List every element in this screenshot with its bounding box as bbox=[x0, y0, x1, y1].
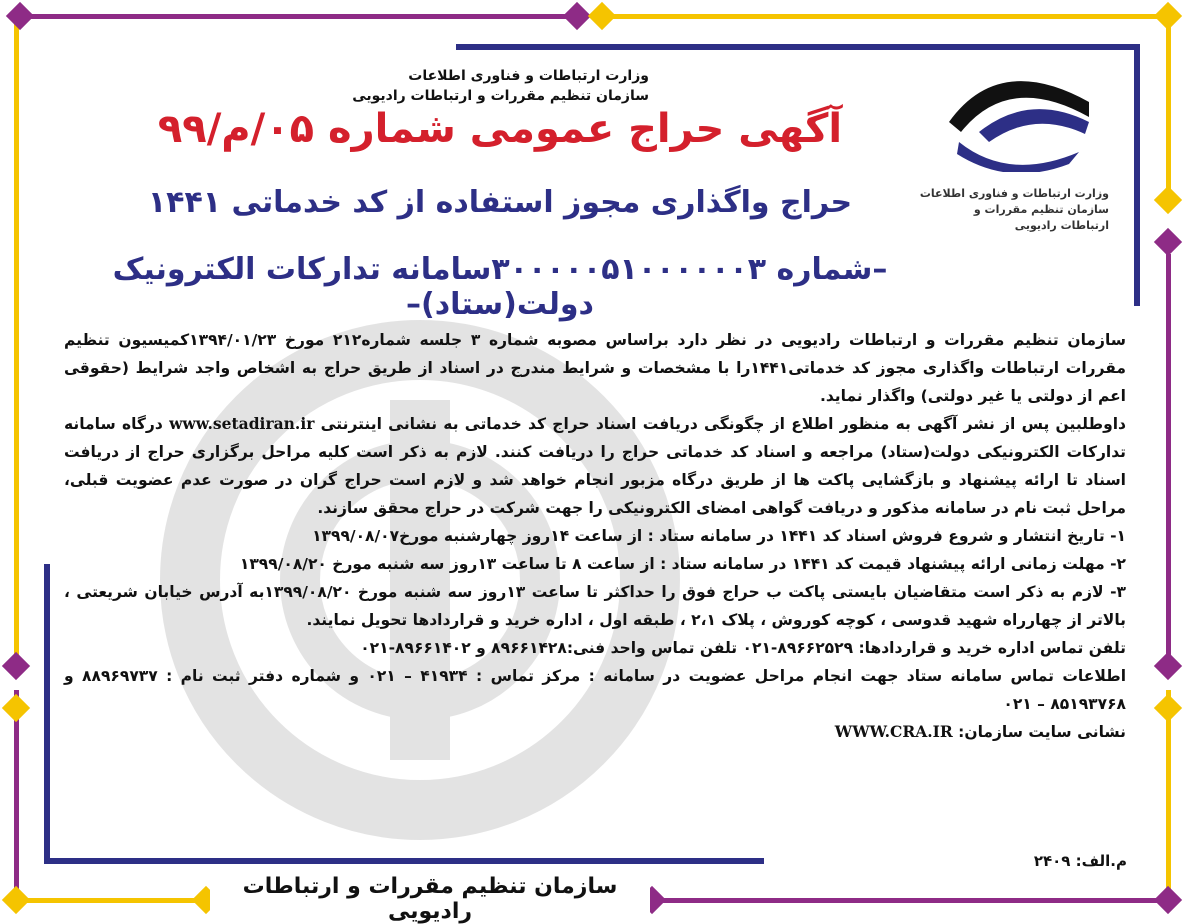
ministry-header bbox=[229, 66, 649, 106]
frame-right-top bbox=[1166, 14, 1171, 204]
corner-diamond-bottom-left bbox=[2, 886, 30, 914]
schedule-item-2: ۲- مهلت زمانی ارائه پیشنهاد قیمت کد ۱۴۴۱ در سامانه ستاد : از ساعت ۸ تا ساعت ۱۳روز سه شنبه مورخ ۱۳۹۹/۰۸/۲۰ bbox=[239, 555, 1126, 573]
cra-website-link[interactable]: WWW.CRA.IR bbox=[834, 722, 953, 741]
setad-website-link[interactable]: www.setadiran.ir bbox=[169, 414, 315, 433]
reference-number: م.الف: ۲۴۰۹ bbox=[1033, 852, 1127, 870]
cra-logo-icon bbox=[939, 62, 1099, 172]
logo-caption-line: ارتباطات رادیویی bbox=[1014, 219, 1109, 232]
logo-caption-line: وزارت ارتباطات و فناوری اطلاعات bbox=[919, 187, 1109, 200]
organization-name: سازمان تنظیم مقررات و ارتباطات رادیویی bbox=[352, 88, 649, 104]
diamond-left-yellow bbox=[2, 694, 30, 722]
diamond-left-purple bbox=[2, 652, 30, 680]
inner-frame-right bbox=[1134, 44, 1140, 306]
auction-headline: آگهی حراج عمومی شماره ۰۵/م/۹۹ bbox=[157, 106, 843, 152]
diamond-right-yellow-lower bbox=[1154, 694, 1182, 722]
frame-bottom-left bbox=[16, 898, 206, 903]
inner-frame-bottom bbox=[44, 858, 764, 864]
paragraph-instructions-start: داوطلبین پس از نشر آگهی به منظور اطلاع از چگونگی دریافت اسناد حراج کد خدماتی به نشانی اینترنتی bbox=[314, 415, 1126, 433]
contact-phones: تلفن تماس اداره خرید و قراردادها: ۸۹۶۶۲۵۲۹-۰۲۱ تلفن تماس واحد فنی:۸۹۶۶۱۴۲۸ و ۸۹۶۶۱۴۰۲-۰۲۱ bbox=[360, 639, 1126, 657]
inner-frame-top bbox=[456, 44, 1140, 50]
footer-organization-name: سازمان تنظیم مقررات و ارتباطات رادیویی bbox=[210, 874, 650, 924]
frame-right-middle bbox=[1166, 254, 1171, 664]
organization-website bbox=[64, 718, 1126, 746]
auction-subheadline: حراج واگذاری مجوز استفاده از کد خدماتی ۱۴۴۱ bbox=[147, 185, 853, 220]
logo-caption-line: سازمان تنظیم مقررات و bbox=[973, 203, 1109, 216]
setad-contact-info: اطلاعات تماس سامانه ستاد جهت انجام مراحل عضویت در سامانه : مرکز تماس : ۴۱۹۳۴ – ۰۲۱ و شماره دفتر ثبت نام : ۸۸۹۶۹۷۳۷ و ۸۵۱۹۳۷۶۸ – ۰۲۱ bbox=[64, 667, 1127, 713]
paragraph-instructions-end: درگاه سامانه تدارکات الکترونیکی دولت(ستاد) مراجعه و اسناد کد خدماتی حراج را دریافت کنند. لازم به ذکر است کلیه مراحل برگزاری حراج از دریافت اسناد تا ارائه پیشنهاد و بازگشایی پاکت ها از طریق درگاه مزبور انجام خواهد شد و لازم است حراج گران در صورت عدم عضویت قبلی، مراحل ثبت نام در سامانه مذکور و دریافت گواهی امضای الکترونیکی را جهت شرکت در حراج محقق سازند. bbox=[64, 415, 1126, 517]
paragraph-instructions bbox=[64, 410, 1126, 522]
schedule-item-3: ۳- لازم به ذکر است متقاضیان بایستی پاکت ب حراج فوق را حداکثر تا ساعت ۱۳روز سه شنبه مورخ ۱۳۹۹/۰۸/۲۰به آدرس خیابان شریعتی ، بالاتر از چهارراه شهید قدوسی ، کوچه کوروش ، پلاک ۲،۱ ، طبقه اول ، اداره خرید و قراردادها تحویل نمایند. bbox=[64, 583, 1126, 629]
diamond-right-yellow bbox=[1154, 186, 1182, 214]
paragraph-intro: سازمان تنظیم مقررات و ارتباطات رادیویی در نظر دارد براساس مصوبه شماره ۳ جلسه شماره۲۱۲ مورخ ۱۳۹۴/۰۱/۲۳کمیسیون تنظیم مقررات ارتباطات واگذاری مجوز کد خدماتی۱۴۴۱را با مشخصات و شرایط مندرج در اسناد از طریق حراج به اشخاص واجد شرایط (حقوقی اعم از دولتی یا غیر دولتی) واگذار نماید. bbox=[64, 331, 1127, 405]
corner-diamond-top-right bbox=[1154, 2, 1182, 30]
frame-top-left bbox=[16, 14, 576, 19]
corner-diamond-bottom-right bbox=[1154, 886, 1182, 914]
logo-caption bbox=[909, 186, 1109, 234]
frame-top-right bbox=[602, 14, 1167, 19]
schedule-item-1: ۱- تاریخ انتشار و شروع فروش اسناد کد ۱۴۴۱ در سامانه ستاد : از ساعت ۱۴روز چهارشنبه مورخ۱۳۹۹/۰۸/۰۷ bbox=[312, 527, 1126, 545]
diamond-right-purple-lower bbox=[1154, 652, 1182, 680]
ministry-name: وزارت ارتباطات و فناوری اطلاعات bbox=[408, 68, 649, 84]
frame-bottom-right bbox=[648, 898, 1168, 903]
diamond-right-purple bbox=[1154, 228, 1182, 256]
frame-left-top bbox=[14, 22, 19, 662]
setad-number-line: –شماره ۳۰۰۰۰۰۵۱۰۰۰۰۰۰۳سامانه تدارکات الکترونیک دولت(ستاد)– bbox=[112, 252, 888, 322]
announcement-body bbox=[64, 326, 1126, 746]
corner-diamond-top-left bbox=[6, 2, 34, 30]
website-label: نشانی سایت سازمان: bbox=[952, 723, 1126, 741]
inner-frame-left bbox=[44, 564, 50, 864]
diamond-top-middle-yellow bbox=[588, 2, 616, 30]
